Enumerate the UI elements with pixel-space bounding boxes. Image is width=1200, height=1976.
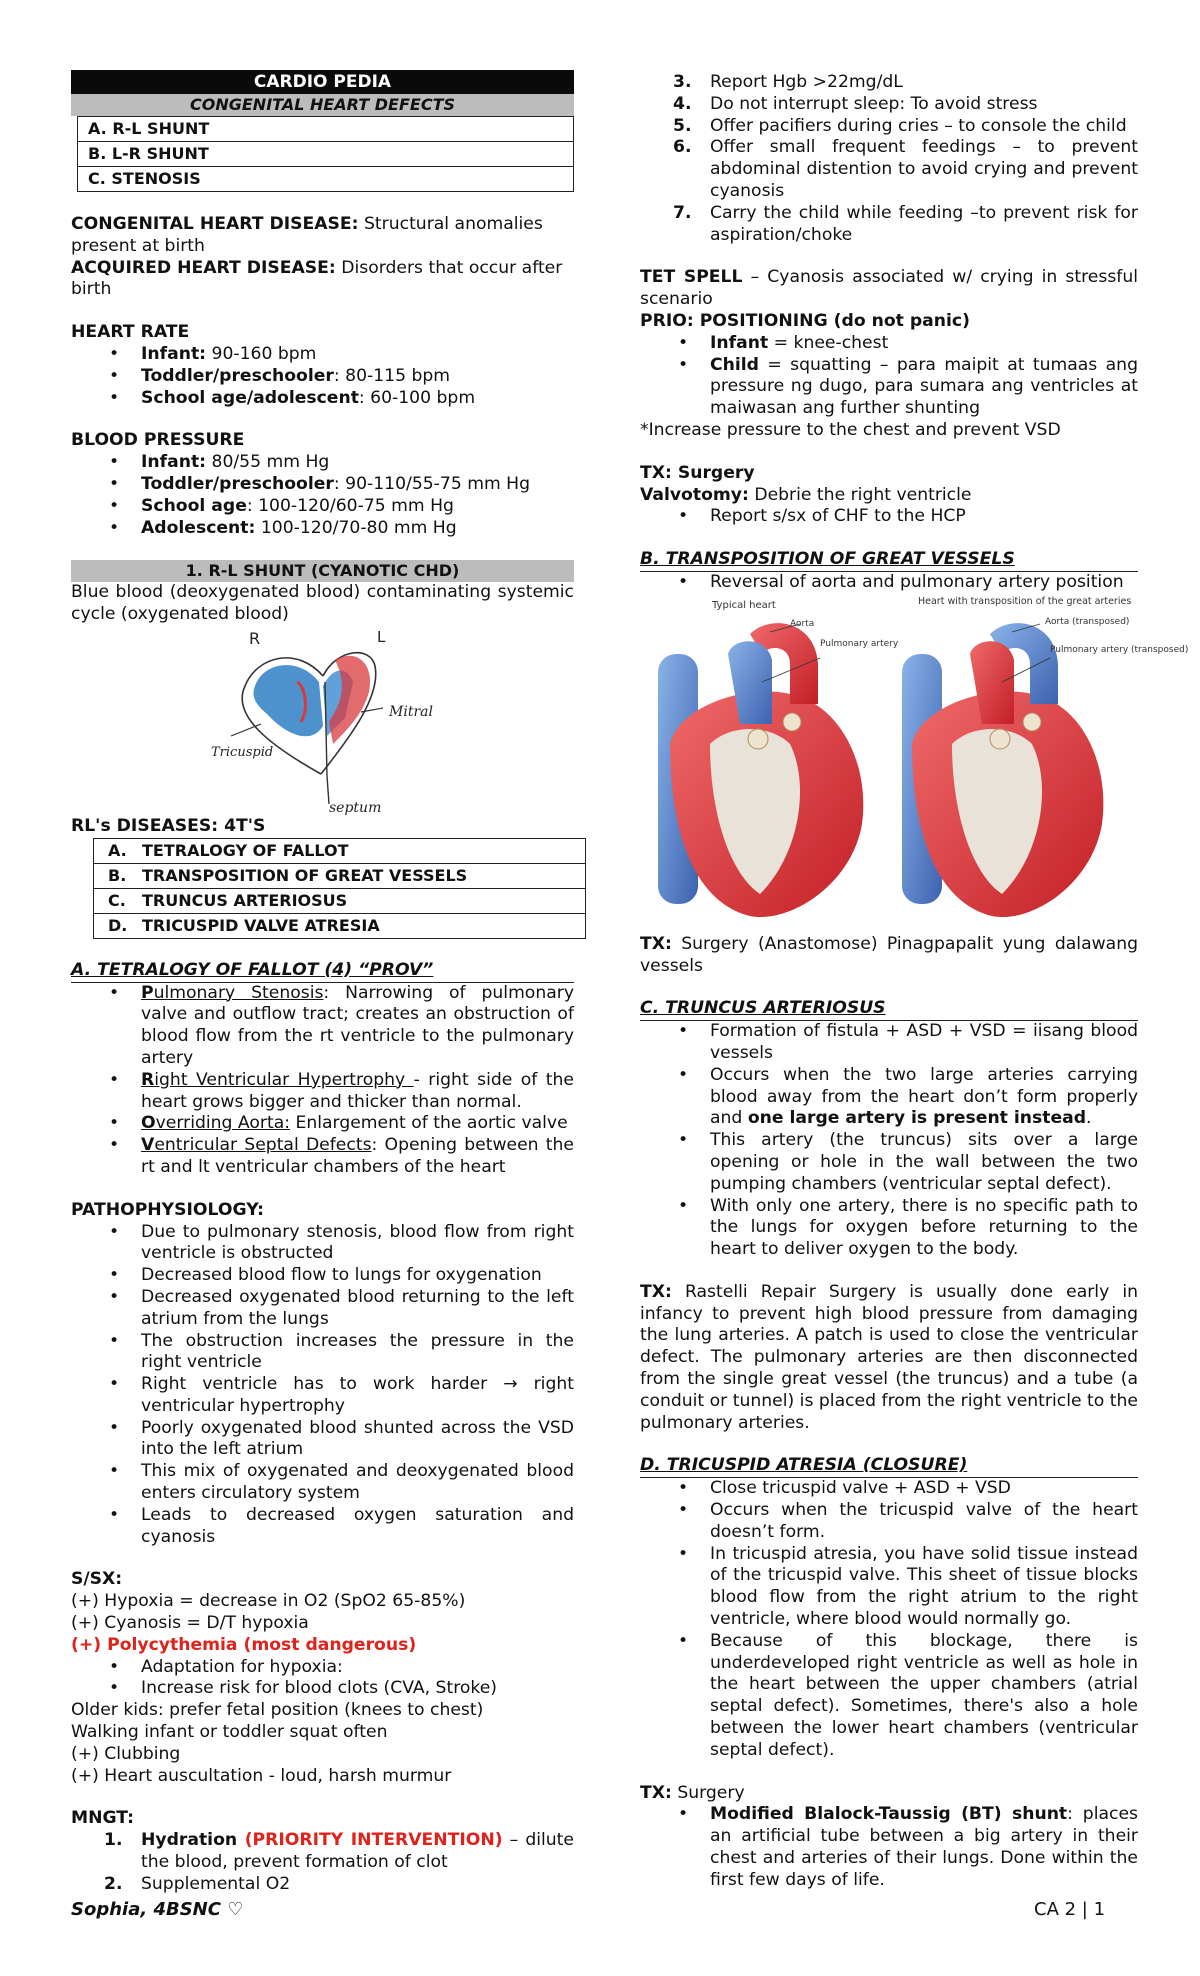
ssx-line: Older kids: prefer fetal position (knees to chest) xyxy=(71,1700,484,1721)
disease-row: A. TETRALOGY OF FALLOT xyxy=(94,839,585,864)
list-item: • In tricuspid atresia, you have solid tissue instead of the tricuspid valve. This sheet of tissue blocks blood flow from the right atrium to the right ventricle, where blood would normally go. xyxy=(640,1544,1138,1631)
list-item: • Toddler/preschooler: 80-115 bpm xyxy=(71,366,574,388)
ssx-line: (+) Heart auscultation - loud, harsh murmur xyxy=(71,1765,452,1786)
list-item: • Occurs when the tricuspid valve of the heart doesn’t form. xyxy=(640,1500,1138,1544)
footer-page-number: CA 2 | 1 xyxy=(1034,1899,1106,1920)
sketch-label-septum: septum xyxy=(329,799,382,816)
fig-label-transposed: Heart with transposition of the great arteries xyxy=(918,595,1132,607)
ssx-line: (+) Clubbing xyxy=(71,1743,181,1764)
definition: ACQUIRED HEART DISEASE: Disorders that occur after birth xyxy=(71,257,563,300)
rl-shunt-bar: 1. R-L SHUNT (CYANOTIC CHD) xyxy=(71,560,574,582)
sketch-label-l: L xyxy=(377,627,386,646)
list-item: • With only one artery, there is no specific path to the lungs for oxygen before returning to the heart to deliver oxygen to the body. xyxy=(640,1196,1138,1261)
mitral-arrow xyxy=(361,708,383,712)
definition: CONGENITAL HEART DISEASE: Structural anomalies present at birth xyxy=(71,214,543,256)
heart-rate-heading: HEART RATE xyxy=(71,322,190,343)
patho-heading: PATHOPHYSIOLOGY: xyxy=(71,1199,265,1220)
tricuspid-title: D. TRICUSPID ATRESIA (CLOSURE) xyxy=(640,1455,1138,1478)
list-item: 5. Offer pacifiers during cries – to console the child xyxy=(673,115,1127,136)
list-item: • Decreased blood flow to lungs for oxygenation xyxy=(71,1265,574,1287)
list-item: • Leads to decreased oxygen saturation and cyanosis xyxy=(71,1505,574,1549)
list-item: • Right Ventricular Hypertrophy - right side of the heart grows bigger and thicker than normal. xyxy=(71,1070,574,1114)
sketch-label-tricuspid: Tricuspid xyxy=(211,744,274,760)
blood-pressure-heading: BLOOD PRESSURE xyxy=(71,430,245,451)
patho-list xyxy=(71,1222,574,1549)
list-item: • School age/adolescent: 60-100 bpm xyxy=(71,388,574,410)
sketch-label-mitral: Mitral xyxy=(389,703,433,720)
list-item: 3. Report Hgb >22mg/dL xyxy=(673,72,903,92)
disease-row: D. TRICUSPID VALVE ATRESIA xyxy=(108,915,380,935)
ssx-polycythemia: (+) Polycythemia (most dangerous) xyxy=(71,1634,417,1655)
list-item: • This artery (the truncus) sits over a large opening or hole in the wall between the two pumping chambers (ventricular septal defect). xyxy=(640,1130,1138,1195)
ssx-line: (+) Hypoxia = decrease in O2 (SpO2 65-85%) xyxy=(71,1591,466,1612)
tgv-list xyxy=(640,572,1138,594)
tof-title: A. TETRALOGY OF FALLOT (4) “PROV” xyxy=(71,960,574,983)
fig-label-typical: Typical heart xyxy=(712,599,776,611)
list-item: 1. Hydration (PRIORITY INTERVENTION) – dilute the blood, prevent formation of clot xyxy=(104,1830,574,1873)
increase-note: *Increase pressure to the chest and prevent VSD xyxy=(640,419,1061,440)
transposed-heart xyxy=(902,623,1103,917)
right-column xyxy=(640,72,1189,1892)
rl-diseases-table xyxy=(93,838,586,939)
tricuspid-tx: TX: Surgery xyxy=(640,1782,745,1803)
page-title: CARDIO PEDIA xyxy=(71,70,574,94)
positioning-list xyxy=(640,333,1138,420)
list-item: • Child = squatting – para maipit at tumaas ang pressure ng dugo, para sumara ang ventricles at maiwasan ang further shunting xyxy=(640,355,1138,420)
valvotomy-list xyxy=(640,506,1138,528)
tricuspid-arrow xyxy=(231,724,261,736)
blood-pressure-list xyxy=(71,452,574,539)
tof-prov-list xyxy=(71,983,574,1179)
disease-row: B. TRANSPOSITION OF GREAT VESSELS xyxy=(94,864,585,889)
list-item: • This mix of oxygenated and deoxygenated blood enters circulatory system xyxy=(71,1461,574,1505)
list-item: • Formation of fistula + ASD + VSD = iisang blood vessels xyxy=(640,1021,1138,1065)
list-item: • Right ventricle has to work harder → right ventricular hypertrophy xyxy=(71,1374,574,1418)
list-item: • The obstruction increases the pressure in the right ventricle xyxy=(71,1331,574,1375)
list-item: • Report s/sx of CHF to the HCP xyxy=(640,506,1138,528)
mngt-list-continued xyxy=(640,72,1138,246)
list-item: • Infant: 80/55 mm Hg xyxy=(71,452,574,474)
footer-author: Sophia, 4BSNC ♡ xyxy=(71,1899,244,1920)
bt-shunt-list xyxy=(640,1804,1138,1891)
list-item: • Close tricuspid valve + ASD + VSD xyxy=(640,1478,1138,1500)
fig-label-pulmonary-transposed: Pulmonary artery (transposed) xyxy=(1050,644,1189,655)
fig-label-aorta-transposed: Aorta (transposed) xyxy=(1045,616,1130,627)
list-item: • Occurs when the two large arteries carrying blood away from the heart don’t form properly and one large artery is present instead. xyxy=(640,1065,1138,1130)
blue-fill xyxy=(254,665,324,736)
heart-sketch-figure xyxy=(71,626,574,816)
list-item: • Because of this blockage, there is underdeveloped right ventricle as well as hole in the heart between the upper chambers (atrial septal defect). Sometimes, there's also a hole between the lower heart chambers (ventricular septal defect). xyxy=(640,1631,1138,1762)
list-item: • Pulmonary Stenosis: Narrowing of pulmonary valve and outflow tract; creates an obstruction of blood flow from the rt ventricle to the pulmonary artery xyxy=(71,983,574,1070)
tgv-tx: TX: Surgery (Anastomose) Pinagpapalit yung dalawang vessels xyxy=(640,933,1138,976)
mngt-list xyxy=(71,1830,574,1895)
ssx-line: Walking infant or toddler squat often xyxy=(71,1722,388,1743)
list-item: 4. Do not interrupt sleep: To avoid stress xyxy=(673,93,1038,114)
rl-diseases-heading: RL's DISEASES: 4T'S xyxy=(71,815,266,836)
list-item: • Poorly oxygenated blood shunted across the VSD into the left atrium xyxy=(71,1418,574,1462)
mngt-heading: MNGT: xyxy=(71,1808,134,1829)
list-item: • Adolescent: 100-120/70-80 mm Hg xyxy=(71,518,574,540)
fig-label-aorta: Aorta xyxy=(790,618,815,629)
list-item: • School age: 100-120/60-75 mm Hg xyxy=(71,496,574,518)
tgv-heart-illustration xyxy=(640,594,1189,934)
typical-heart xyxy=(658,623,863,917)
category-row: C. STENOSIS xyxy=(88,169,201,188)
tof-tx: TX: Surgery xyxy=(640,462,755,483)
list-item: • Modified Blalock-Taussig (BT) shunt: places an artificial tube between a big artery in their chest and arteries of their lungs. Done within the first few days of life. xyxy=(640,1804,1138,1891)
list-item: • Infant = knee-chest xyxy=(640,333,1138,355)
list-item: • Decreased oxygenated blood returning to the left atrium from the lungs xyxy=(71,1287,574,1331)
fig-label-pulmonary: Pulmonary artery xyxy=(820,638,899,649)
list-item: 7. Carry the child while feeding –to prevent risk for aspiration/choke xyxy=(673,202,1138,245)
rl-shunt-desc: Blue blood (deoxygenated blood) contaminating systemic cycle (oxygenated blood) xyxy=(71,582,574,625)
heart-rate-list xyxy=(71,344,574,409)
prio-positioning: PRIO: POSITIONING (do not panic) xyxy=(640,310,970,331)
list-item: • Adaptation for hypoxia: xyxy=(71,1657,574,1679)
ssx-line: (+) Cyanosis = D/T hypoxia xyxy=(71,1613,309,1634)
list-item: 6. Offer small frequent feedings – to prevent abdominal distention to avoid crying and prevent cyanosis xyxy=(673,137,1138,201)
truncus-tx: TX: Rastelli Repair Surgery is usually done early in infancy to prevent high blood pressure from damaging the lung arteries. A patch is used to close the ventricular defect. The pulmonary arteries are then disconnected from the single great vessel (the truncus) and a tube (a conduit or tunnel) is placed from the right ventricle to the pulmonary arteries. xyxy=(640,1281,1138,1433)
category-row: A. R-L SHUNT xyxy=(78,117,573,142)
list-item: • Ventricular Septal Defects: Opening between the rt and lt ventricular chambers of the heart xyxy=(71,1135,574,1179)
list-item: • Reversal of aorta and pulmonary artery position xyxy=(640,572,1138,594)
tgv-title: B. TRANSPOSITION OF GREAT VESSELS xyxy=(640,549,1138,572)
list-item: • Increase risk for blood clots (CVA, Stroke) xyxy=(71,1678,574,1700)
list-item: 2. Supplemental O2 xyxy=(104,1873,291,1894)
list-item: • Toddler/preschooler: 90-110/55-75 mm Hg xyxy=(71,474,574,496)
disease-row: C. TRUNCUS ARTERIOSUS xyxy=(94,889,585,914)
list-item: • Due to pulmonary stenosis, blood flow from right ventricle is obstructed xyxy=(71,1222,574,1266)
ssx-sublist xyxy=(71,1657,574,1701)
tricuspid-list xyxy=(640,1478,1138,1761)
sketch-label-r: R xyxy=(249,628,261,648)
valvotomy: Valvotomy: Debrie the right ventricle xyxy=(640,484,972,505)
truncus-title: C. TRUNCUS ARTERIOSUS xyxy=(640,998,1138,1021)
truncus-list xyxy=(640,1021,1138,1261)
list-item: • Infant: 90-160 bpm xyxy=(71,344,574,366)
tet-spell: TET SPELL – Cyanosis associated w/ crying in stressful scenario xyxy=(640,267,1138,310)
shunt-categories-table xyxy=(77,116,574,192)
left-column xyxy=(71,70,574,1896)
category-row: B. L-R SHUNT xyxy=(78,142,573,167)
list-item: • Overriding Aorta: Enlargement of the aortic valve xyxy=(71,1113,574,1135)
page-subtitle: CONGENITAL HEART DEFECTS xyxy=(71,94,574,116)
ssx-heading: S/SX: xyxy=(71,1569,123,1590)
